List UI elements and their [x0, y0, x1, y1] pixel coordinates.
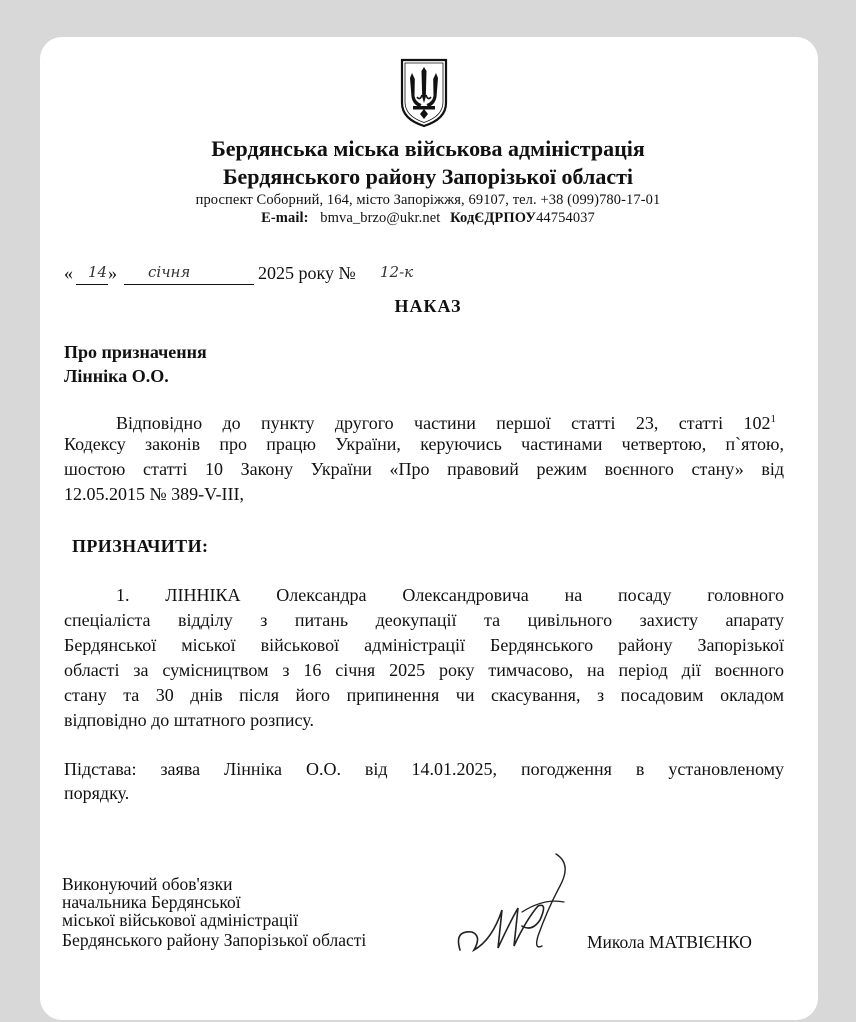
org-name-line2: Бердянського району Запорізької області	[222, 164, 634, 189]
signatory-line3: міської військової адміністрації	[62, 910, 299, 930]
item1-line4: області за сумісництвом з 16 січня 2025 року тимчасово, на період дії воєнного	[64, 660, 784, 680]
date-open-quote: «	[64, 263, 73, 283]
handwritten-signature	[452, 850, 582, 960]
preamble-line1	[116, 408, 776, 436]
order-number: 12-к	[380, 263, 414, 281]
code-value: 44754037	[536, 210, 595, 226]
preamble-superscript: 1	[770, 413, 776, 425]
date-month: січня	[148, 263, 191, 281]
subject-line2: Лінніка О.О.	[64, 366, 169, 386]
preamble-line3: шостою статті 10 Закону України «Про правовий режим воєнного стану» від	[64, 459, 784, 479]
signatory-name: Микола МАТВІЄНКО	[587, 932, 752, 952]
doc-title: НАКАЗ	[394, 296, 462, 316]
basis-line1: Підстава: заява Лінніка О.О. від 14.01.2025, погодження в установленому	[64, 759, 784, 779]
org-contacts	[0, 209, 856, 227]
code-label: КодЄДРПОУ	[450, 210, 537, 226]
date-line	[64, 262, 464, 288]
signatory-line2: начальника Бердянської	[62, 892, 241, 912]
item1-line5: стану та 30 днів після його припинення чи скасування, з посадовим окладом	[64, 685, 784, 705]
item1-line6: відповідно до штатного розпису.	[64, 710, 314, 730]
preamble-line2: Кодексу законів про працю України, керуючись частинами четвертою, п`ятою,	[64, 434, 784, 454]
date-year-text: 2025 року №	[258, 263, 356, 283]
signatory-line1: Виконуючий обов'язки	[62, 874, 233, 894]
date-day: 14	[88, 263, 108, 281]
preamble-line1-text: Відповідно до пункту другого частини першої статті 23, статті 102	[116, 413, 771, 433]
date-close-quote: »	[108, 263, 117, 283]
email-value: bmva_brzo@ukr.net	[320, 210, 441, 226]
email-label: E-mail:	[261, 210, 309, 226]
item1-line2: спеціаліста відділу з питань деокупації та цивільного захисту апарату	[64, 610, 784, 630]
item1-line1: 1. ЛІННІКА Олександра Олександровича на посаду головного	[116, 585, 784, 605]
signatory-line4: Бердянського району Запорізької області	[62, 930, 367, 950]
subject-line1: Про призначення	[64, 342, 207, 362]
org-name-line1: Бердянська міська військова адміністрація	[211, 136, 645, 161]
basis-line2: порядку.	[64, 783, 130, 803]
preamble-line4: 12.05.2015 № 389-V-III,	[64, 484, 244, 504]
item1-line3: Бердянської міської військової адміністрації Бердянського району Запорізької	[64, 635, 784, 655]
coat-of-arms-icon	[399, 57, 449, 129]
order-word: ПРИЗНАЧИТИ:	[72, 536, 209, 556]
org-address: проспект Соборний, 164, місто Запоріжжя, 69107, тел. +38 (099)780-17-01	[195, 192, 661, 208]
